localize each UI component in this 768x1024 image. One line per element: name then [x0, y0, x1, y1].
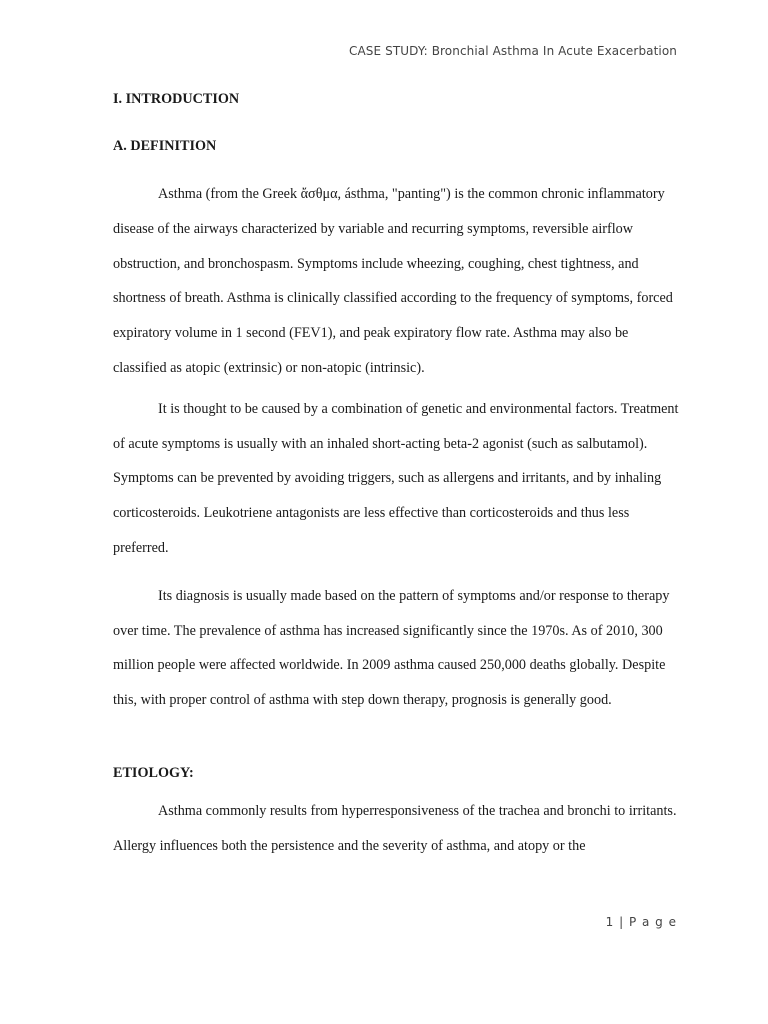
- etiology-heading: ETIOLOGY:: [113, 764, 194, 781]
- definition-paragraph: Asthma (from the Greek ἄσθμα, ásthma, "panting") is the common chronic inflammatory disease of the airways characterized by variable and recurring symptoms, reversible airflow obstruction, and bronchospasm. Symptoms include wheezing, coughing, chest tightness, and shortness of breath. Asthma is clinically classified according to the frequency of symptoms, forced expiratory volume in 1 second (FEV1), and peak expiratory flow rate. Asthma may also be classified as atopic (extrinsic) or non-atopic (intrinsic).: [113, 186, 673, 376]
- causes-paragraph: It is thought to be caused by a combination of genetic and environmental factors. Treatment of acute symptoms is usually with an inhaled short-acting beta-2 agonist (such as salbutamol). Symptoms can be prevented by avoiding triggers, such as allergens and irritants, and by inhaling corticosteroids. Leukotriene antagonists are less effective than corticosteroids and thus less preferred.: [113, 400, 679, 556]
- introduction-heading: I. INTRODUCTION: [113, 91, 240, 107]
- running-header: CASE STUDY: Bronchial Asthma In Acute Exacerbation: [349, 44, 677, 58]
- document-body: [113, 90, 679, 864]
- etiology-paragraph: Asthma commonly results from hyperresponsiveness of the trachea and bronchi to irritants. Allergy influences both the persistence and the severity of asthma, and atopy or the: [113, 802, 677, 854]
- page-number: 1 | P a g e: [605, 915, 677, 929]
- diagnosis-paragraph: Its diagnosis is usually made based on the pattern of symptoms and/or response to therapy over time. The prevalence of asthma has increased significantly since the 1970s. As of 2010, 300 million people were affected worldwide. In 2009 asthma caused 250,000 deaths globally. Despite this, with proper control of asthma with step down therapy, prognosis is generally good.: [113, 587, 670, 709]
- definition-heading: A. DEFINITION: [113, 138, 217, 154]
